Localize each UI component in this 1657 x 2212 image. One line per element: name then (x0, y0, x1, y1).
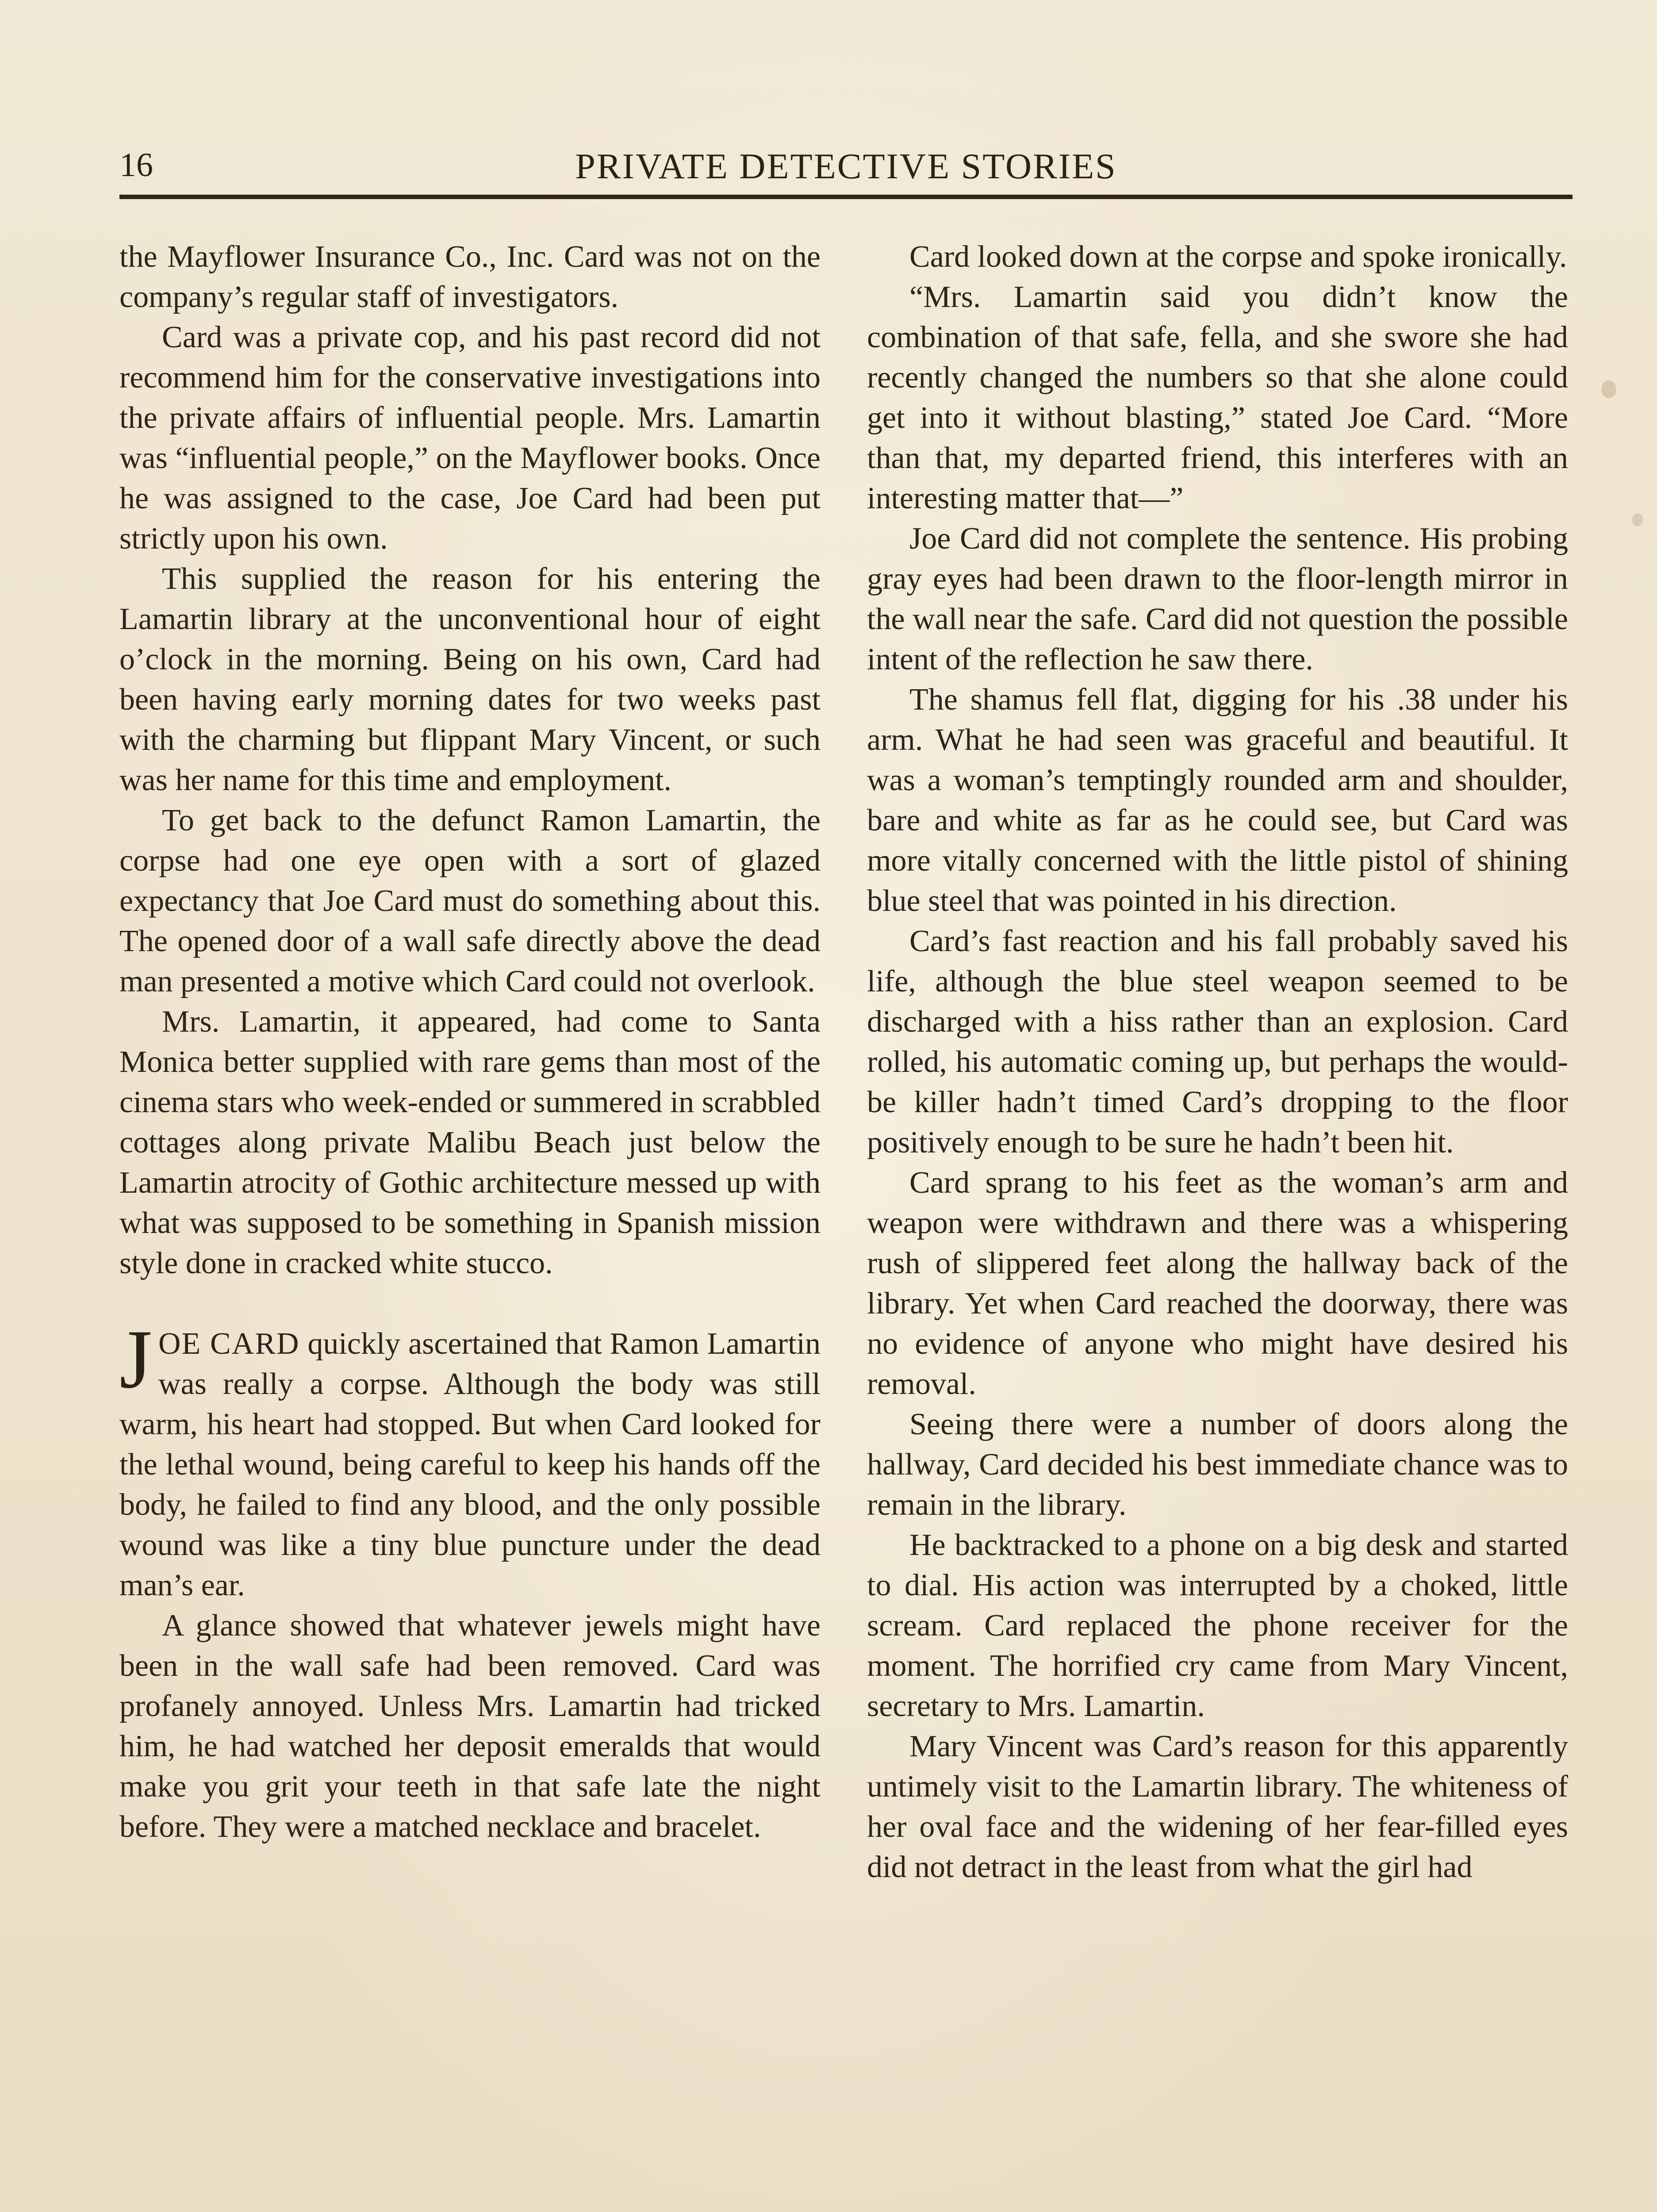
paragraph: He backtracked to a phone on a big desk and started to dial. His action was interrupted by a choked, little scream. Card replaced the phone receiver for the moment. The horrified cry came from Mary Vincent, secretary to Mrs. Lamartin. (867, 1528, 1568, 1723)
page-header (119, 144, 1573, 195)
right-column (867, 237, 1568, 2212)
paragraph: A glance showed that whatever jewels might have been in the wall safe had been removed. Card was profanely annoyed. Unless Mrs. Lamartin had tricked him, he had watched her deposit emeralds that would make you grit your teeth in that safe late the night before. They were a matched necklace and bracelet. (119, 1609, 821, 1844)
paper-stain (1601, 380, 1616, 398)
drop-cap: J (119, 1313, 152, 1406)
page-number: 16 (119, 146, 153, 184)
paragraph: Card was a private cop, and his past record did not recommend him for the conservative investigations into the private affairs of influential people. Mrs. Lamartin was “influential people,” on the Mayflower books. Once he was assigned to the case, Joe Card had been put strictly upon his own. (119, 320, 821, 556)
section-break (119, 1283, 821, 1324)
paragraph: Mary Vincent was Card’s reason for this apparently untimely visit to the Lamartin library. The whiteness of her oval face and the widening of her fear-filled eyes did not detract in the least from what the girl had (867, 1729, 1568, 1884)
paragraph-text: quickly ascertained that Ramon Lamartin was really a corpse. Although the body was still warm, his heart had stopped. But when Card looked for the lethal wound, being careful to keep his hands off the body, he failed to find any blood, and the only possible wound was like a tiny blue puncture under the dead man’s ear. (119, 1327, 821, 1602)
paragraph: This supplied the reason for his entering the Lamartin library at the unconventional hour of eight o’clock in the morning. Being on his own, Card had been having early morning dates for two weeks past with the charming but flippant Mary Vincent, or such was her name for this time and employment. (119, 562, 821, 797)
paper-stain (1632, 513, 1643, 526)
paragraph: the Mayflower Insurance Co., Inc. Card was not on the company’s regular staff of investigators. (119, 240, 821, 314)
paragraph: The shamus fell flat, digging for his .38 under his arm. What he had seen was graceful and beautiful. It was a woman’s temptingly rounded arm and shoulder, bare and white as far as he could see, but Card was more vitally concerned with the little pistol of shining blue steel that was pointed in his direction. (867, 683, 1568, 918)
running-title: PRIVATE DETECTIVE STORIES (575, 146, 1117, 186)
paragraph: “Mrs. Lamartin said you didn’t know the combination of that safe, fella, and she swore she had recently changed the numbers so that she alone could get into it without blasting,” stated Joe Card. “More than that, my departed friend, this interferes with an interesting matter that—” (867, 280, 1568, 515)
paragraph-with-drop-cap (119, 1313, 821, 1605)
paragraph: Card looked down at the corpse and spoke ironically. (909, 240, 1567, 274)
paragraph: Card sprang to his feet as the woman’s arm and weapon were withdrawn and there was a whispering rush of slippered feet along the hallway back of the library. Yet when Card reached the doorway, there was no evidence of anyone who might have desired his removal. (867, 1166, 1568, 1401)
lead-in: OE CARD (158, 1327, 300, 1361)
paragraph: Card’s fast reaction and his fall probably saved his life, although the blue steel weapon seemed to be discharged with a hiss rather than an explosion. Card rolled, his automatic coming up, but perhaps the would-be killer hadn’t timed Card’s dropping to the floor positively enough to be sure he hadn’t been hit. (867, 924, 1568, 1160)
paragraph: Joe Card did not complete the sentence. His probing gray eyes had been drawn to the floor-length mirror in the wall near the safe. Card did not question the possible intent of the reflection he saw there. (867, 522, 1568, 676)
paragraph: Mrs. Lamartin, it appeared, had come to Santa Monica better supplied with rare gems than most of the cinema stars who week-ended or summered in scrabbled cottages along private Malibu Beach just below the Lamartin atrocity of Gothic architecture messed up with what was supposed to be something in Spanish mission style done in cracked white stucco. (119, 1005, 821, 1280)
left-column (119, 237, 821, 2212)
paragraph: To get back to the defunct Ramon Lamartin, the corpse had one eye open with a sort of glazed expectancy that Joe Card must do something about this. The opened door of a wall safe directly above the dead man presented a motive which Card could not overlook. (119, 803, 821, 998)
paragraph: Seeing there were a number of doors along the hallway, Card decided his best immediate chance was to remain in the library. (867, 1407, 1568, 1522)
header-rule (119, 195, 1573, 199)
